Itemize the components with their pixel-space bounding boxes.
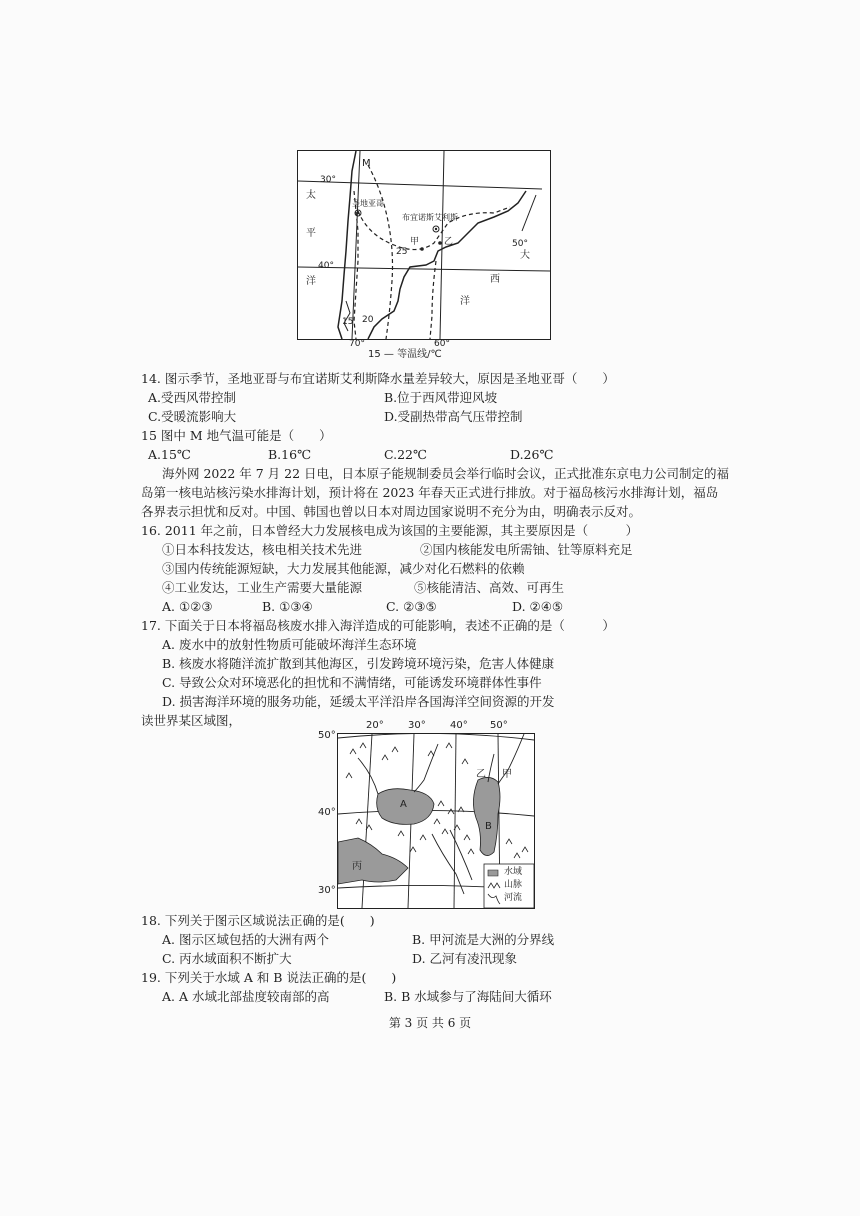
q15-option-a: A.15℃ — [148, 447, 191, 462]
lon-50-label: 50° — [490, 720, 508, 731]
q17-option-a: A. 废水中的放射性物质可能破坏海洋生态环境 — [162, 637, 417, 652]
isotherm-25-label: 25 — [396, 247, 408, 257]
q14-option-d: D.受副热带高气压带控制 — [384, 409, 523, 424]
passage-line-3: 各界表示担忧和反对。中国、韩国也曾以日本对周边国家说明不充分为由，明确表示反对。 — [141, 504, 642, 519]
eurasia-region-map — [337, 733, 535, 909]
q16-item-4: ④工业发达，工业生产需要大量能源 — [162, 580, 363, 595]
q19-stem: 19. 下列关于水域 A 和 B 说法正确的是( ) — [141, 970, 397, 985]
atlantic-label-2: 西 — [490, 274, 500, 285]
q15-option-d: D.26℃ — [510, 447, 554, 462]
q14-option-a: A.受西风带控制 — [148, 390, 237, 405]
q17-stem: 17. 下面关于日本将福岛核废水排入海洋造成的可能影响，表述不正确的是（ ） — [141, 618, 615, 633]
q17-option-b: B. 核废水将随洋流扩散到其他海区，引发跨境环境污染，危害人体健康 — [162, 656, 555, 671]
q18-option-a: A. 图示区域包括的大洲有两个 — [162, 932, 329, 947]
legend-mountain: 山脉 — [504, 880, 523, 890]
legend-water: 水域 — [504, 867, 523, 877]
lon-20-label: 20° — [366, 720, 384, 731]
q15-option-b: B.16℃ — [268, 447, 312, 462]
q16-option-a: A. ①②③ — [162, 599, 213, 614]
q18-option-b: B. 甲河流是大洲的分界线 — [412, 932, 555, 947]
pacific-label-3: 洋 — [306, 276, 316, 287]
lat-30-label-map2: 30° — [318, 885, 336, 896]
q16-item-5: ⑤核能清洁、高效、可再生 — [414, 580, 565, 595]
lat-30-label: 30° — [320, 175, 336, 185]
q15-option-c: C.22℃ — [384, 447, 427, 462]
water-b-label: B — [485, 821, 492, 832]
lat-50-label: 50° — [512, 239, 528, 249]
lon-70-label: 70° — [349, 339, 365, 349]
legend-river: 河流 — [504, 893, 523, 903]
point-yi-label: 乙 — [444, 237, 454, 247]
river-yi-label: 乙 — [476, 769, 486, 780]
q16-option-b: B. ①③④ — [262, 599, 313, 614]
buenos-aires-label: 布宜诺斯艾利斯 — [402, 213, 458, 222]
water-a-label: A — [400, 799, 407, 810]
q19-option-a: A. A 水域北部盐度较南部的高 — [162, 989, 330, 1004]
map1-legend: 15 — 等温线/℃ — [368, 349, 442, 360]
q16-option-d: D. ②④⑤ — [512, 599, 564, 614]
isotherm-20-label: 20 — [362, 315, 374, 325]
passage-line-2: 岛第一核电站核污染水排海计划，预计将在 2023 年春天正式进行排放。对于福岛核污水排海计划，福岛 — [141, 485, 719, 500]
q16-item-1: ①日本科技发达，核电相关技术先进 — [162, 542, 363, 557]
q16-stem: 16. 2011 年之前，日本曾经大力发展核电成为该国的主要能源，其主要原因是（ ） — [141, 523, 639, 538]
q17-option-d: D. 损害海洋环境的服务功能，延缓太平洋沿岸各国海洋空间资源的开发 — [162, 694, 555, 709]
q16-item-3: ③国内传统能源短缺，大力发展其他能源，减少对化石燃料的依赖 — [162, 561, 525, 576]
point-m-label: M — [362, 158, 371, 169]
atlantic-label-3: 洋 — [460, 296, 470, 307]
pacific-label-2: 平 — [306, 228, 316, 239]
lat-40-label-map2: 40° — [318, 807, 336, 818]
q14-stem: 14. 图示季节，圣地亚哥与布宜诺斯艾利斯降水量差异较大，原因是圣地亚哥（ ） — [141, 371, 615, 386]
lat-40-label: 40° — [318, 261, 334, 271]
south-america-map — [297, 150, 551, 340]
q14-option-c: C.受暖流影响大 — [148, 409, 237, 424]
q18-option-c: C. 丙水域面积不断扩大 — [162, 951, 292, 966]
q18-option-d: D. 乙河有凌汛现象 — [412, 951, 518, 966]
lon-60-label: 60° — [434, 339, 450, 349]
q17-option-c: C. 导致公众对环境恶化的担忧和不满情绪，可能诱发环境群体性事件 — [162, 675, 542, 690]
map2-intro: 读世界某区域图， — [141, 713, 242, 728]
passage-line-1: 海外网 2022 年 7 月 22 日电，日本原子能规制委员会举行临时会议，正式批准东京电力公司制定的福 — [162, 466, 730, 481]
q19-option-b: B. B 水域参与了海陆间大循环 — [384, 989, 552, 1004]
lon-40-label: 40° — [450, 720, 468, 731]
q15-stem: 15 图中 M 地气温可能是（ ） — [141, 428, 332, 443]
q14-option-b: B.位于西风带迎风坡 — [384, 390, 498, 405]
lat-50-label-map2: 50° — [318, 730, 336, 741]
page-footer: 第 3 页 共 6 页 — [388, 1016, 472, 1030]
q16-item-2: ②国内核能发电所需铀、钍等原料充足 — [420, 542, 633, 557]
atlantic-label-1: 大 — [520, 250, 530, 261]
q18-stem: 18. 下列关于图示区域说法正确的是( ) — [141, 913, 375, 928]
water-bing-label: 丙 — [352, 861, 362, 872]
lon-30-label: 30° — [408, 720, 426, 731]
isotherm-15-label: 15 — [342, 317, 354, 327]
santiago-label: 圣地亚哥 — [352, 199, 384, 208]
river-jia-label: 甲 — [502, 769, 512, 780]
q16-option-c: C. ②③⑤ — [386, 599, 437, 614]
point-jia-label: 甲 — [410, 237, 420, 247]
pacific-label-1: 太 — [306, 190, 316, 201]
